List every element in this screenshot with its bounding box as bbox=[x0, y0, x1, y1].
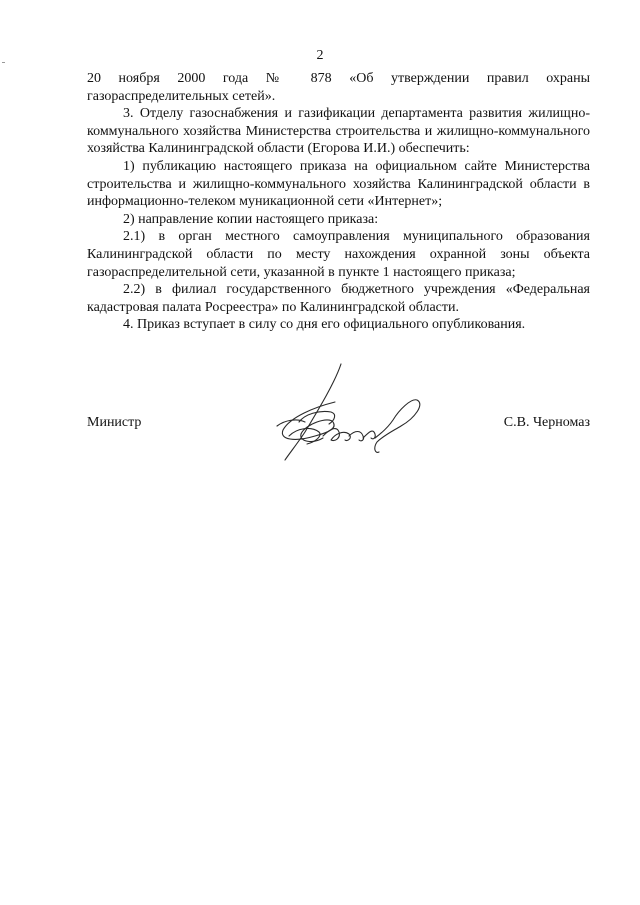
paragraph-continuation-line-2: газораспределительных сетей». bbox=[87, 88, 276, 104]
paragraph-subitem-1: 1) публикацию настоящего приказа на официальном сайте Министерства строительства и жилищно-коммунального хозяйства Калининградской области в информационно-телеком муникационной сети «Интернет»; bbox=[87, 158, 590, 210]
paragraph-continuation-line-1: 20 ноября 2000 года № 878 «Об утверждении правил охраны bbox=[87, 71, 590, 86]
paragraph-subitem-2-2: 2.2) в филиал государственного бюджетного учреждения «Федеральная кадастровая палата Росреестра» по Калининградской области. bbox=[87, 282, 590, 315]
signature-block bbox=[87, 414, 590, 454]
paragraph-item-3: 3. Отделу газоснабжения и газификации департамента развития жилищно-коммунального хозяйства Министерства строительства и жилищно-коммунального хозяйства Калининградской области (Егорова И.И.) обеспечить: bbox=[87, 106, 590, 157]
document-body bbox=[87, 70, 590, 334]
signer-name: С.В. Черномаз bbox=[503, 415, 590, 430]
paragraph-subitem-2: 2) направление копии настоящего приказа: bbox=[123, 211, 379, 227]
signer-title: Министр bbox=[87, 415, 142, 430]
page-number: 2 bbox=[316, 48, 324, 63]
paragraph-item-4: 4. Приказ вступает в силу со дня его официального опубликования. bbox=[123, 317, 526, 333]
paragraph-subitem-2-1: 2.1) в орган местного самоуправления муниципального образования Калининградской области по месту нахождения охранной зоны объекта газораспределительной сети, указанной в пункте 1 настоящего приказа; bbox=[87, 229, 590, 280]
handwritten-signature bbox=[275, 362, 425, 467]
